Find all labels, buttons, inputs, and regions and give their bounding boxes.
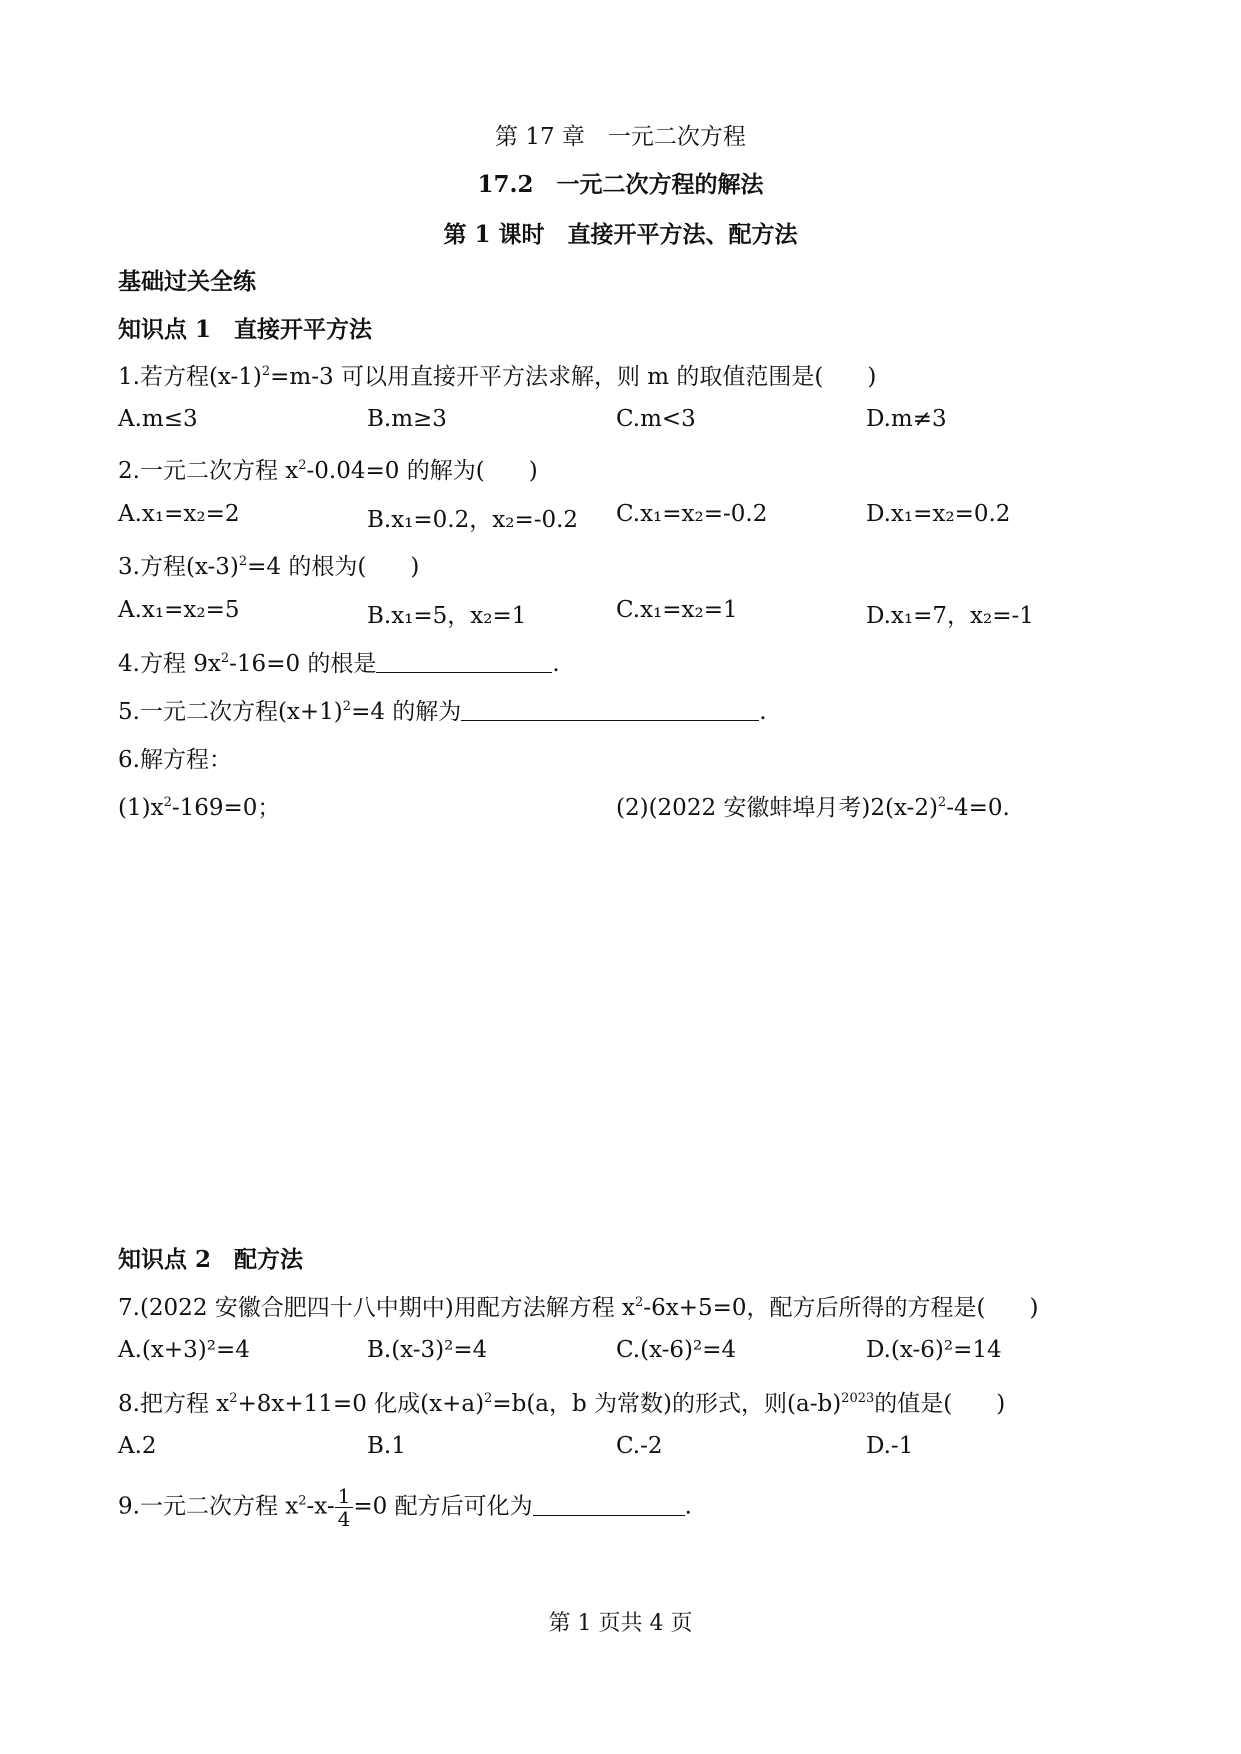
q7-option-d: D.(x-6)²=14 <box>866 1337 1002 1363</box>
q3-option-d: D.x₁=7，x₂=-1 <box>866 603 1034 629</box>
q6-part-2: (2)(2022 安徽蚌埠月考)$2(x-2)^2-4=0$. <box>616 795 1010 821</box>
question-2: 2.一元二次方程 $x^2-0.04=0$ 的解为( ) <box>118 458 538 484</box>
question-3: 3.方程$(x-3)^2=4$ 的根为( ) <box>118 554 420 580</box>
q5-answer-blank[interactable] <box>461 698 759 721</box>
q8-option-a: A.2 <box>118 1433 157 1459</box>
q2-option-b: B.x₁=0.2，x₂=-0.2 <box>367 507 579 533</box>
q4-answer-blank[interactable] <box>376 650 552 673</box>
q3-option-b: B.x₁=5，x₂=1 <box>367 603 527 629</box>
question-6: 6.解方程： <box>118 747 232 773</box>
q8-option-b: B.1 <box>367 1433 406 1459</box>
q8-option-d: D.-1 <box>866 1433 914 1459</box>
q8-option-c: C.-2 <box>616 1433 663 1459</box>
question-1: 1.若方程$(x-1)^2=m-3$ 可以用直接开平方法求解，则 m 的取值范围是( ) <box>118 364 877 390</box>
q1-option-d: D.m≠3 <box>866 406 947 432</box>
question-7: 7.(2022 安徽合肥四十八中期中)用配方法解方程 $x^2-6x+5=0$，配方后所得的方程是( ) <box>118 1295 1039 1321</box>
q3-option-c: C.x₁=x₂=1 <box>616 597 738 623</box>
question-8: 8.把方程 $x^2+8x+11=0$ 化成$(x+a)^2=b(a$，b 为常数)的形式，则$(a-b)^{2023}$的值是( ) <box>118 1391 1006 1417</box>
q7-option-a: A.(x+3)²=4 <box>118 1337 250 1363</box>
section-title: 17.2 一元二次方程的解法 <box>477 171 764 198</box>
q1-option-b: B.m≥3 <box>367 406 447 432</box>
practice-title: 基础过关全练 <box>118 268 256 295</box>
q3-option-a: A.x₁=x₂=5 <box>118 597 240 623</box>
page-footer: 第 1 页共 4 页 <box>548 1611 693 1636</box>
fraction-one-quarter: $\frac{1}{4}$ <box>335 1485 354 1530</box>
lesson-title: 第 1 课时 直接开平方法、配方法 <box>443 221 798 248</box>
q6-part-1: $(1)x^2-169=0$； <box>118 795 281 821</box>
q1-option-c: C.m<3 <box>616 406 696 432</box>
question-4: 4.方程 $9x^2-16=0$ 的根是 . <box>118 651 560 677</box>
knowledge-point-1: 知识点 1 直接开平方法 <box>118 316 373 343</box>
q2-option-a: A.x₁=x₂=2 <box>118 501 240 527</box>
q1-option-a: A.m≤3 <box>118 406 198 432</box>
q2-option-d: D.x₁=x₂=0.2 <box>866 501 1011 527</box>
q9-answer-blank[interactable] <box>533 1493 685 1516</box>
knowledge-point-2: 知识点 2 配方法 <box>118 1246 304 1273</box>
chapter-title: 第 17 章 一元二次方程 <box>495 124 746 150</box>
q7-option-c: C.(x-6)²=4 <box>616 1337 737 1363</box>
question-5: 5.一元二次方程$(x+1)^2=4$ 的解为 . <box>118 699 767 725</box>
q7-option-b: B.(x-3)²=4 <box>367 1337 488 1363</box>
q2-option-c: C.x₁=x₂=-0.2 <box>616 501 768 527</box>
question-9: 9.一元二次方程 $x^2-x-$ $\frac{1}{4}$ =0 配方后可化为 . <box>118 1484 692 1531</box>
